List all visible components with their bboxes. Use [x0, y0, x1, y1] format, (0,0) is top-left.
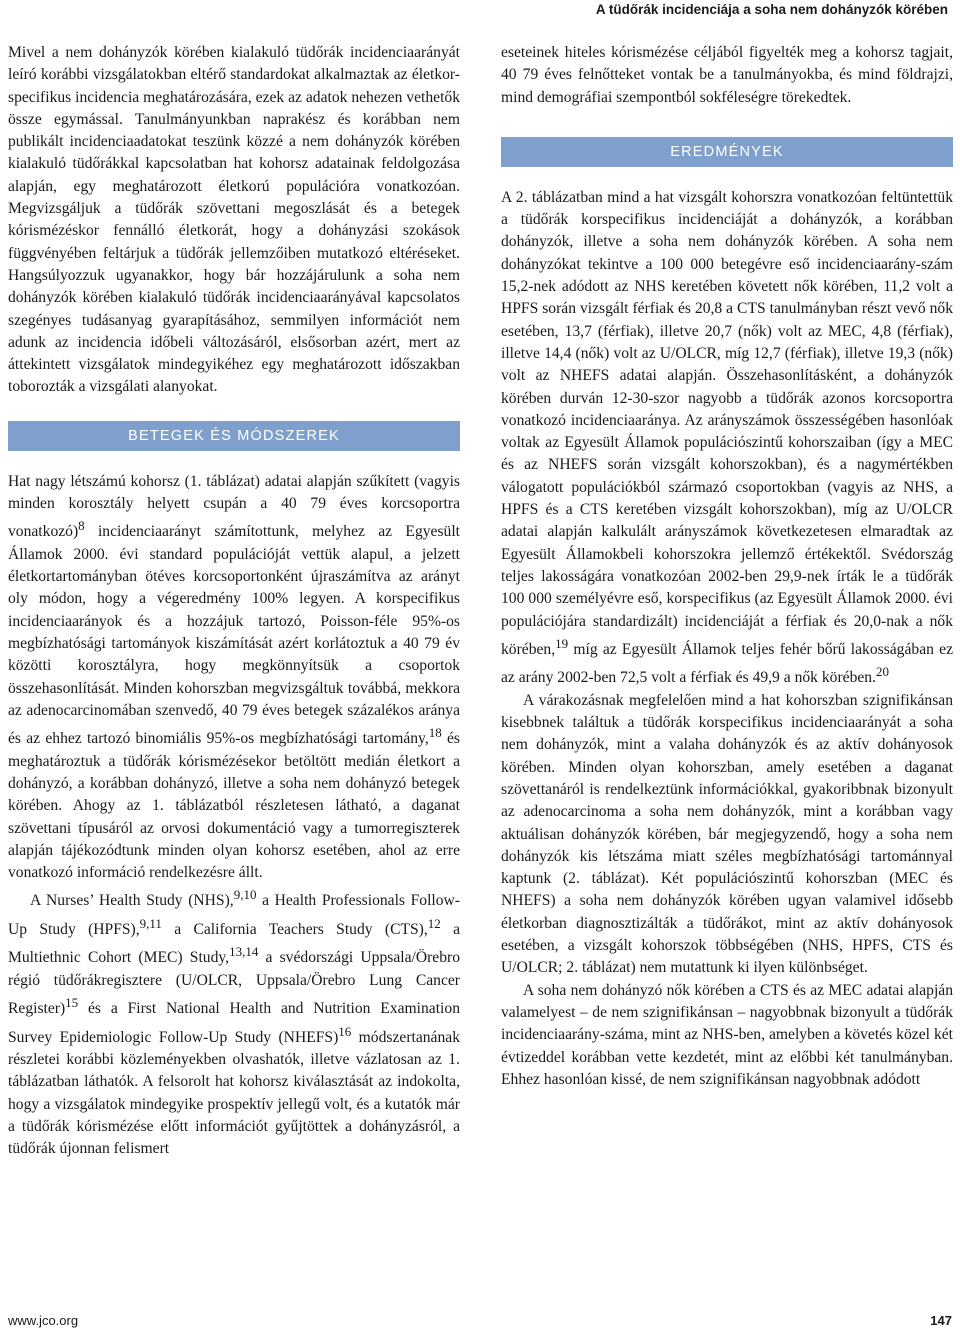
citation-ref: 18 — [428, 725, 442, 741]
methods-paragraph-2: A Nurses’ Health Study (NHS),$^{9,10}$ a Health Professionals Follow-Up Study (HPFS),$^{9,11}$ a California Teachers Study (CTS),$^{12}$ a Multiethnic Cohort (MEC) Study,$^{13,14}$ a svédországi Uppsala/Örebro régió tüdőrákregisztere (U/OLCR, Uppsala/Örebro Lung Cancer Register)$^{15}$ és a First National Health and Nutrition Examination Survey Epidemiologic Follow-Up Study (NHEFS)$^{16}$ módszertanának részletei korábbi közleményekben olvashatók, illetve vázlatosan az 1. táblázatban láthatók. A felsorolt hat kohorsz kiválasztását az indokolta, hogy a vizsgálatok mindegyike prospektív jellegű volt, és a kutatók már a tüdőrák kórismézése előtt információt gyűjtöttek a dohányzásról, a tüdőrák újonnan felismert — [8, 887, 460, 1158]
citation-ref: 20 — [875, 664, 889, 680]
section-title-methods: BETEGEK ÉS MÓDSZEREK — [8, 421, 460, 451]
citation-ref: 15 — [65, 995, 79, 1011]
citation-ref: 8 — [78, 518, 85, 534]
left-column — [8, 42, 460, 1161]
results-paragraph-1: A 2. táblázatban mind a hat vizsgált kohorszra vonatkozóan feltüntettük a tüdőrák korspecifikus incidenciáját a dohányzók, a korábban dohányzók, illetve a soha nem dohányzók körében. A soha nem dohányzókat tekintve a 100 000 betegévre eső incidenciaarány-szám 15,2-nek adódott az NHS keretében követett nők körében, 11,2 volt a HPFS során vizsgált férfiak és 20,8 a CTS tanulmányban részt vevő nők esetében, 13,7 (férfiak), illetve 20,7 (nők) volt az MEC, 4,8 (férfiak), illetve 14,4 (nők) volt az U/OLCR, míg 12,7 (férfiak), illetve 19,3 (nők) volt az NHEFS adatai alapján. Összehasonlításként, a dohányzók körében durván 12-30-szor nagyobb a tüdőrák azonos korcsoportra vonatkozó incidenciaaránya. Az arányszámok összességében hasonlóak voltak az Egyesült Államok populációszintű kohorszaiban (így a MEC és az NHEFS során vizsgált kohorszokban), és a nagymértékben válogatott populációkból származó csoportokban (vagyis az NHS, a HPFS és a CTS keretében vizsgált kohorszokban), míg az U/OLCR adatai alapján kalkulált arányszámok következetesen elmaradtak az Egyesült Államokbeli kohorszokra jellemző értékektől. Svédország teljes lakosságára vonatkozóan 2002-ben 29,9-nek írták le a tüdőrák 100 000 személyévre eső, korspecifikus (az Egyesült Államok 2000. évi populációjára standardizált) incidenciáját a férfiak és 20,0-nak a nők körében,$^{19}$ míg az Egyesült Államok teljes fehér bőrű lakosságában ez az arány 2002-ben 72,5 volt a férfiak és 49,9 a nők körében.$^{20}$ — [501, 188, 953, 687]
page-number: 147 — [930, 1313, 952, 1328]
right-column — [501, 42, 953, 1091]
page-footer — [8, 1308, 952, 1328]
citation-ref: 16 — [338, 1023, 352, 1039]
methods-continuation: eseteinek hiteles kórismézése céljából figyelték meg a kohorsz tagjait, 40 79 éves felnőtteket vontak be a tanulmányokba, és mind földrajzi, mind demográfiai szempontból sokféleségre törekedtek. — [501, 44, 953, 106]
citation-ref: 19 — [555, 635, 569, 651]
section-title-results: EREDMÉNYEK — [501, 137, 953, 167]
running-title: A tüdőrák incidenciája a soha nem dohányzók körében — [595, 2, 948, 17]
citation-ref: 9,11 — [139, 915, 162, 931]
intro-paragraph: Mivel a nem dohányzók körében kialakuló tüdőrák incidenciaarányát leíró korábbi vizsgálatokban eltérő standardokat alkalmaztak az életkor-specifikus incidencia meghatározására, ezek az adatok nehezen vethetők össze egymással. Tanulmányunkban naprakész és korábban nem publikált incidenciaadatokat teszünk közzé a nem dohányzók körében kialakuló tüdőrákkal kapcsolatban hat kohorsz adatainak feldolgozása alapján, egy meghatározott életkorú populációra vonatkozóan. Megvizsgáljuk a tüdőrák szövettani megoszlását és a betegek kórismézéskor fennálló életkorát, hogy a dohányzási szokások függvényében feltárjuk a tüdőrák jellemzőiben mutatkozó eltéréseket. Hangsúlyozzuk ugyanakkor, hogy bár hozzájárulunk a soha nem dohányzók körében kialakuló tüdőrák incidenciaarányával kapcsolatos szegényes tudásanyag gyarapításához, semmilyen információt nem adunk az incidencia időbeli változásáról, elsősorban azért, mert az áttekintett vizsgálatok mindegyikéhez egy meghatározott időszakban toborozták a vizsgálati alanyokat. — [8, 44, 460, 396]
citation-ref: 12 — [427, 915, 441, 931]
results-paragraph-3: A soha nem dohányzó nők körében a CTS és az MEC adatai alapján valamelyest – de nem szignifikánsan – nagyobbnak bizonyult a tüdőrák incidenciaarány-száma, mint az NHS-ben, amelyben a követés közel két évtizeddel korábban vette kezdetét, mint az előbbi két tanulmányban. Ehhez hasonlóan kissé, de nem szignifikánsan nagyobbnak adódott — [501, 981, 953, 1088]
citation-ref: 13,14 — [229, 944, 259, 960]
methods-paragraph-1: Hat nagy létszámú kohorsz (1. táblázat) adatai alapján szűkített (vagyis minden korosztály helyett csupán a 40 79 éves korcsoportra vonatkozó)$^8$ incidenciaarányt számítottunk, melyhez az Egyesült Államok 2000. évi standard populációját vettük alapul, a jelzett életkortartományban ötéves korcsoportonként újraszámítva az arányt oly módon, hogy a végeredmény 100% legyen. A korspecifikus incidenciaarányok és a hozzájuk tartozó, Poisson-féle 95%-os megbízhatósági tartományok kiszámítását azért korlátoztuk a 40 79 év közötti korosztályra, hogy megkönnyítsük a csoportok összehasonlítását. Minden kohorszban megvizsgáltuk továbbá, mekkora az adenocarcinomában szenvedő, 40 79 éves betegek százalékos aránya és az ehhez tartozó binomiális 95%-os megbízhatósági tartomány,$^{18}$ és meghatároztuk a tüdőrák kórismézésekor betöltött medián életkort a dohányzó, a korábban dohányzó, illetve a soha nem dohányzó betegek körében. Ahogy az 1. táblázatból részletesen látható, a daganat szövettani típusáról az orvosi dokumentáció vagy a tumorregiszterek alapján tájékozódtunk minden olyan kohorsz esetében, ahol az erre vonatkozó információ rendelkezésre állt. — [8, 472, 460, 882]
citation-ref: 9,10 — [233, 887, 257, 903]
journal-url: www.jco.org — [8, 1313, 79, 1328]
results-paragraph-2: A várakozásnak megfelelően mind a hat kohorszban szignifikánsan kisebbnek találtuk a tüdőrák korspecifikus incidenciaarányát a soha nem dohányzók, mint a valaha dohányzók és az aktív dohányosok körében. Minden olyan kohorszban, amely esetében a daganat szövettanáról is rendelkeztünk információkkal, gyakoribbnak bizonyult az adenocarcinoma a soha nem dohányzók, mint a korábban vagy aktuálisan dohányzók körében, bár megjegyzendő, hogy a soha nem dohányzók kis létszáma miatt széles megbízhatósági tartománnyal kaptunk (2. táblázat). Két populációszintű kohorszban (MEC és NHEFS) a soha nem dohányzók körében ugyan valamivel idősebb életkorban diagnosztizálták a tüdőrákot, mint az aktív dohányosok esetében, a vizsgált kohorszok többségében (NHS, HPFS, CTS és U/OLCR; 2. táblázat) nem mutattunk ki ilyen különbséget. — [501, 691, 953, 977]
